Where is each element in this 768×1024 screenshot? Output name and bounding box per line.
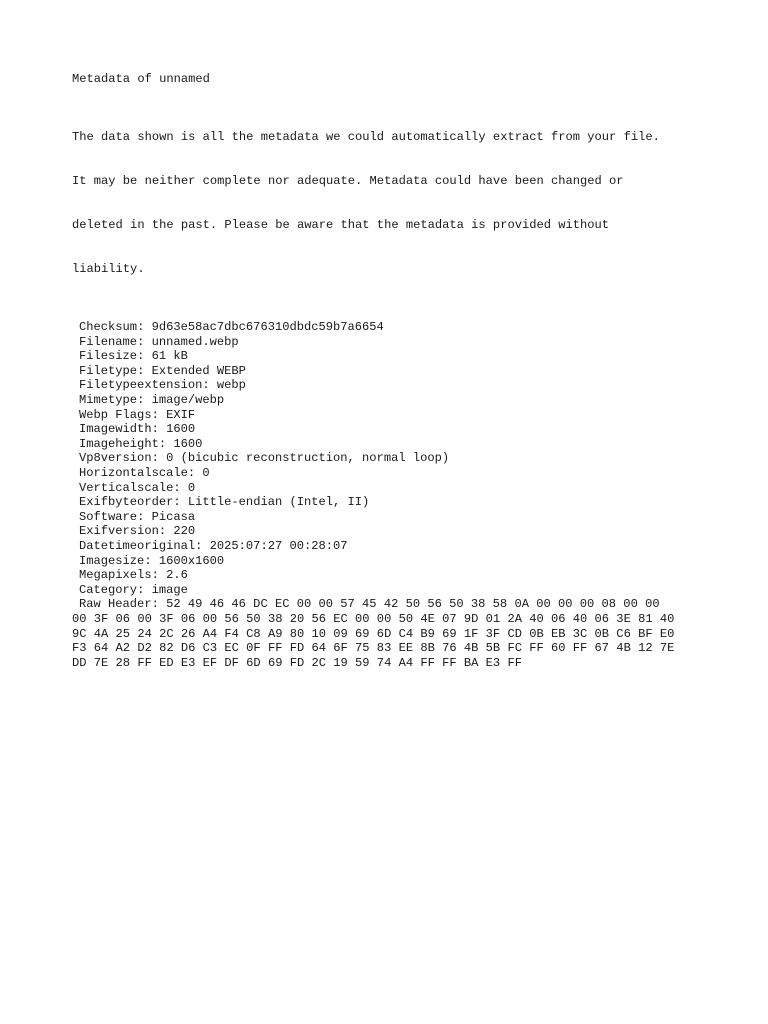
field-value: 0 [187, 480, 196, 495]
field-key: Megapixels [79, 568, 152, 583]
disclaimer-line: liability. [72, 261, 145, 276]
field-value: 220 [173, 524, 196, 539]
field-key: Software [79, 509, 138, 524]
field-key: Mimetype [79, 393, 138, 408]
metadata-row-datetimeoriginal: Datetimeoriginal: 2025:07:27 00:28:07 [79, 539, 348, 553]
field-key: Filesize [79, 349, 138, 364]
field-key: Imagesize [79, 553, 145, 568]
metadata-row-imagesize: Imagesize: 1600x1600 [79, 553, 225, 568]
metadata-row-exifbyteorder: Exifbyteorder: Little-endian (Intel, II) [79, 495, 370, 510]
raw-header-line: DD 7E 28 FF ED E3 EF DF 6D 69 FD 2C 19 59 74 A4 FF FF BA E3 FF [72, 655, 522, 670]
metadata-row-horizontalscale: Horizontalscale: 0 [79, 466, 210, 481]
field-key: Horizontalscale [79, 466, 188, 481]
page-title: Metadata of unnamed [72, 72, 210, 86]
field-value: 9d63e58ac7dbc676310dbdc59b7a6654 [151, 320, 384, 335]
field-key: Filetype [79, 363, 138, 378]
metadata-row-filetype: Filetype: Extended WEBP [79, 363, 246, 378]
metadata-row-category: Category: image [79, 582, 188, 597]
metadata-row-vp8version: Vp8version: 0 (bicubic reconstruction, normal loop) [79, 451, 450, 466]
metadata-row-megapixels: Megapixels: 2.6 [79, 568, 188, 583]
raw-header-line: Raw Header: 52 49 46 46 DC EC 00 00 57 45 42 50 56 50 38 58 0A 00 00 00 08 00 00 [79, 597, 660, 612]
field-key: Imageheight [79, 436, 159, 451]
field-key: Vp8version [79, 451, 152, 466]
metadata-row-filesize: Filesize: 61 kB [79, 349, 188, 364]
field-value: image/webp [151, 393, 225, 408]
field-key: Filename [79, 334, 138, 349]
raw-header-line: F3 64 A2 D2 82 D6 C3 EC 0F FF FD 64 6F 75 83 EE 8B 76 4B 5B FC FF 60 FF 67 4B 12 7E [72, 641, 675, 656]
field-value: Little-endian (Intel, II) [187, 495, 370, 510]
metadata-row-webp-flags: Webp Flags: EXIF [79, 407, 196, 422]
field-value: 0 (bicubic reconstruction, normal loop) [166, 451, 450, 466]
field-value: 2025:07:27 00:28:07 [209, 539, 348, 553]
field-key: Category [79, 582, 138, 597]
field-value: image [151, 582, 188, 597]
disclaimer-line: deleted in the past. Please be aware that the metadata is provided without [72, 217, 610, 232]
raw-header-line: 9C 4A 25 24 2C 26 A4 F4 C8 A9 80 10 09 69 6D C4 B9 69 1F 3F CD 0B EB 3C 0B C6 BF E0 [72, 626, 675, 641]
disclaimer-line: The data shown is all the metadata we could automatically extract from your file. [72, 130, 660, 145]
field-value: 2.6 [166, 568, 188, 583]
metadata-row-exifversion: Exifversion: 220 [79, 524, 196, 539]
raw-header-hex: 52 49 46 46 DC EC 00 00 57 45 42 50 56 50 38 58 0A 00 00 00 08 00 00 [166, 597, 660, 612]
field-value: Picasa [151, 509, 196, 524]
field-value: 0 [202, 466, 210, 481]
field-key: Exifversion [79, 524, 159, 539]
metadata-row-raw-header [72, 597, 712, 670]
metadata-row-software: Software: Picasa [79, 509, 196, 524]
field-key: Filetypeextension [79, 378, 203, 393]
field-value: unnamed.webp [151, 334, 239, 349]
field-key: Webp Flags [79, 407, 152, 422]
field-value: 61 kB [151, 349, 188, 364]
disclaimer-line: It may be neither complete nor adequate. Metadata could have been changed or [72, 174, 624, 189]
metadata-row-mimetype: Mimetype: image/webp [79, 393, 225, 408]
field-value: Extended WEBP [151, 363, 246, 378]
field-key: Raw Header [79, 597, 152, 612]
metadata-list [72, 320, 712, 670]
disclaimer-paragraph [72, 101, 712, 305]
field-key: Datetimeoriginal [79, 539, 196, 553]
metadata-row-checksum: Checksum: 9d63e58ac7dbc676310dbdc59b7a6654 [79, 320, 384, 335]
field-key: Imagewidth [79, 422, 152, 437]
field-key: Exifbyteorder [79, 495, 174, 510]
metadata-document [72, 72, 712, 670]
raw-header-line: 00 3F 06 00 3F 06 00 56 50 38 20 56 EC 00 00 50 4E 07 9D 01 2A 40 06 40 06 3E 81 40 [72, 611, 675, 626]
field-value: EXIF [166, 407, 196, 422]
field-key: Checksum [79, 320, 138, 335]
field-value: webp [216, 378, 246, 393]
metadata-row-filename: Filename: unnamed.webp [79, 334, 239, 349]
field-key: Verticalscale [79, 480, 174, 495]
field-value: 1600 [173, 436, 203, 451]
metadata-row-verticalscale: Verticalscale: 0 [79, 480, 196, 495]
field-value: 1600x1600 [158, 553, 225, 568]
field-value: 1600 [166, 422, 196, 437]
metadata-row-filetypeextension: Filetypeextension: webp [79, 378, 246, 393]
metadata-row-imagewidth: Imagewidth: 1600 [79, 422, 196, 437]
metadata-row-imageheight: Imageheight: 1600 [79, 436, 203, 451]
